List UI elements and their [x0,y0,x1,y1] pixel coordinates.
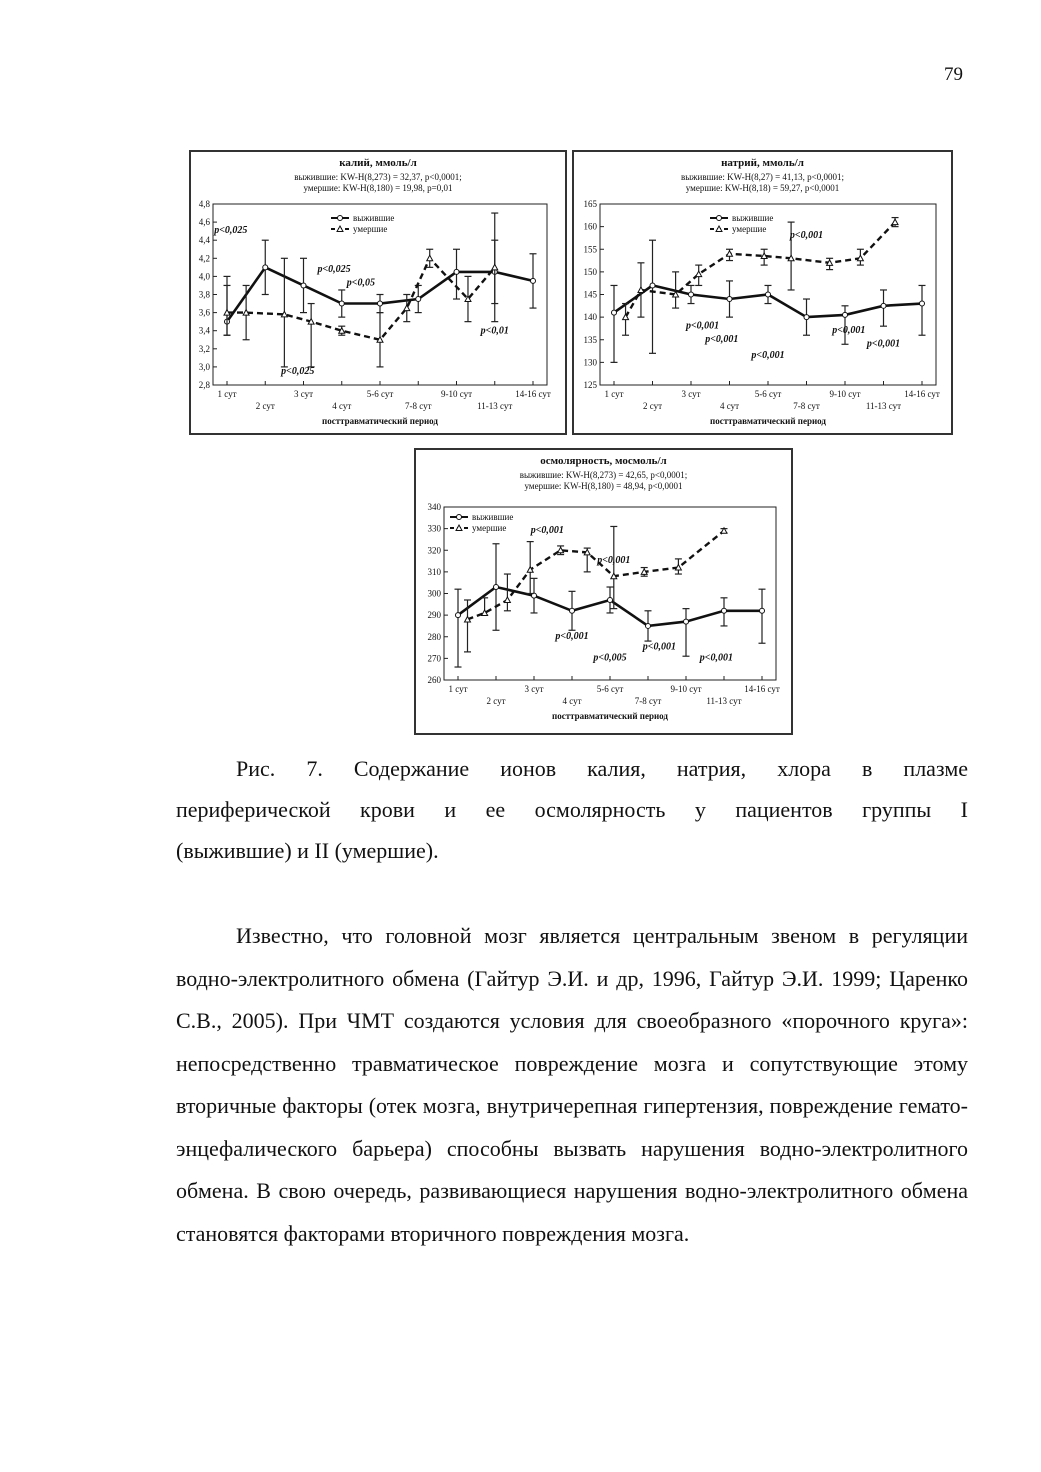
legend-marker [338,216,343,221]
data-point-circle [843,312,848,317]
x-tick-label: 3 сут [293,389,314,399]
y-tick-label: 3,0 [198,361,210,372]
chart-stats-line: выжившие: KW-H(8,273) = 32,37, p<0,0001; [294,172,462,182]
data-point-circle [650,283,655,288]
data-point-circle [531,278,536,283]
y-tick-label: 4,2 [198,253,210,264]
chart-osmolarity [414,448,793,735]
x-tick-label: 5-6 сут [596,684,624,694]
y-tick-label: 320 [427,545,441,556]
y-tick-label: 260 [427,675,441,685]
data-point-triangle [504,597,510,603]
p-value-annotation: p<0,001 [789,229,824,241]
data-point-circle [920,301,925,306]
data-point-circle [570,608,575,613]
chart-stats-line: выжившие: KW-H(8,273) = 42,65, p<0,0001; [519,470,688,480]
y-tick-label: 3,6 [198,307,210,318]
x-tick-label: 7-8 сут [793,401,820,411]
data-point-circle [689,292,694,297]
p-value-annotation: p<0,001 [751,349,785,361]
y-tick-label: 4,0 [198,271,210,282]
page-number: 79 [944,64,963,85]
data-point-circle [684,619,689,624]
x-tick-label: 11-13 сут [865,401,902,411]
caption-line-1: Рис. 7. Содержание ионов калия, натрия, хлора в плазме [236,756,968,781]
chart-stats-line: умершие: KW-H(8,180) = 48,94, p<0,0001 [524,481,683,491]
x-tick-label: 4 сут [562,696,582,706]
x-tick-label: 14-16 сут [744,684,780,694]
x-tick-label: 1 сут [217,389,237,399]
y-tick-label: 150 [583,266,597,277]
p-value-annotation: p<0,025 [214,224,248,236]
chart-title: осмолярность, мосмоль/л [540,455,667,467]
y-tick-label: 125 [583,380,597,390]
chart-potassium-svg [191,152,565,433]
data-point-circle [454,269,459,274]
p-value-annotation: p<0,001 [705,334,739,346]
legend-label: выжившие [472,512,514,522]
data-point-circle [722,608,727,613]
x-tick-label: 7-8 сут [404,401,432,411]
data-point-circle [760,608,765,613]
legend-label: выжившие [353,213,395,223]
y-tick-label: 2,8 [198,380,210,390]
data-point-circle [608,597,613,602]
x-tick-label: 9-10 сут [440,389,473,399]
caption-line-2: периферической крови и ее осмолярность у пациентов группы I [176,797,968,822]
data-point-triangle [892,219,898,225]
data-point-circle [263,265,268,270]
data-point-circle [727,297,732,302]
x-tick-label: 4 сут [719,401,740,411]
y-tick-label: 3,2 [198,343,210,354]
legend-label: умершие [472,523,507,533]
legend-marker [456,525,462,531]
data-point-circle [456,613,461,618]
x-tick-label: 9-10 сут [829,389,861,399]
x-tick-label: 14-16 сут [515,389,551,399]
data-point-circle [612,310,617,315]
x-tick-label: 4 сут [332,401,352,411]
chart-osmolarity-svg [416,450,791,733]
x-tick-label: 11-13 сут [477,401,513,411]
data-point-circle [416,297,421,302]
y-tick-label: 280 [427,631,441,642]
chart-potassium [189,150,567,435]
data-point-triangle [696,271,702,277]
x-tick-label: 7-8 сут [634,696,662,706]
legend-marker [716,226,722,232]
x-tick-label: 5-6 сут [366,389,394,399]
p-value-annotation: p<0,025 [281,366,315,378]
data-point-circle [804,315,809,320]
legend-label: умершие [353,224,388,234]
chart-title: калий, ммоль/л [339,157,417,169]
p-value-annotation: p<0,01 [480,325,509,337]
y-tick-label: 270 [427,653,441,664]
data-point-circle [646,623,651,628]
y-tick-label: 130 [583,357,597,368]
chart-stats-line: выжившие: KW-H(8,27) = 41,13, p<0,0001; [681,172,844,182]
y-tick-label: 135 [583,334,597,345]
data-point-circle [881,303,886,308]
y-tick-label: 145 [583,289,597,300]
y-tick-label: 290 [427,610,441,621]
x-tick-label: 2 сут [486,696,506,706]
chart-sodium [572,150,953,435]
y-tick-label: 4,4 [198,235,210,246]
x-tick-label: 1 сут [448,684,468,694]
p-value-annotation: p<0,001 [699,652,734,664]
series-line-died [468,531,725,620]
x-tick-label: 5-6 сут [754,389,782,399]
y-tick-label: 4,8 [198,199,210,209]
chart-title: натрий, ммоль/л [721,157,804,169]
x-tick-label: 9-10 сут [670,684,702,694]
p-value-annotation: p<0,001 [866,338,901,350]
p-value-annotation: p<0,001 [530,524,564,536]
legend-marker [337,226,343,232]
x-tick-label: 1 сут [604,389,624,399]
data-point-circle [339,301,344,306]
legend-label: выжившие [732,213,774,223]
x-tick-label: 2 сут [642,401,663,411]
body-paragraph: Известно, что головной мозг является центральным звеном в регуляции водно-электролитного обмена (Гайтур Э.И. и др, 1996, Гайтур Э.И. 1999; Царенко С.В., 2005). При ЧМТ создаются условия для своеобразного «порочного круга»: непосредственно травматическое повреждение мозга и сопутствующие этому вторичные факторы (отек мозга, внутричерепная гипертензия, повреждение гемато-энцефалического барьера) способны вызвать нарушения водно-электролитного обмена. В свою очередь, развивающиеся нарушения водно-электролитного обмена становятся факторами вторичного повреждения мозга. [176,923,968,1246]
p-value-annotation: p<0,001 [642,641,677,653]
chart-stats-line: умершие: KW-H(8,180) = 19,98, p=0,01 [303,183,453,193]
chart-sodium-svg [574,152,951,433]
y-tick-label: 330 [427,523,441,534]
p-value-annotation: p<0,001 [555,630,589,642]
data-point-circle [301,283,306,288]
y-tick-label: 3,8 [198,289,210,300]
y-tick-label: 340 [427,502,441,512]
legend-marker [457,515,462,520]
legend-label: умершие [732,224,767,234]
series-line-died [626,222,896,317]
legend-marker [717,216,722,221]
y-tick-label: 4,6 [198,217,210,228]
x-tick-label: 14-16 сут [904,389,940,399]
y-tick-label: 310 [427,566,441,577]
y-tick-label: 3,4 [198,325,210,336]
y-tick-label: 140 [583,312,597,323]
data-point-triangle [492,264,498,270]
x-tick-label: 2 сут [255,401,275,411]
p-value-annotation: p<0,001 [597,555,631,567]
y-tick-label: 165 [583,199,597,209]
p-value-annotation: p<0,05 [346,277,375,289]
p-value-annotation: p<0,001 [685,320,720,332]
data-point-triangle [427,255,433,260]
data-point-circle [766,292,771,297]
x-axis-label: посттравматический период [552,711,668,721]
y-tick-label: 160 [583,221,597,232]
data-point-circle [494,585,499,590]
x-tick-label: 3 сут [524,684,544,694]
x-axis-label: посттравматический период [710,416,826,426]
data-point-circle [378,301,383,306]
x-tick-label: 11-13 сут [706,696,742,706]
y-tick-label: 300 [427,588,441,599]
figure-caption [176,748,968,871]
p-value-annotation: p<0,025 [317,263,351,275]
chart-stats-line: умершие: KW-H(8,18) = 59,27, p<0,0001 [685,183,840,193]
caption-line-3: (выжившие) и II (умершие). [176,838,439,863]
p-value-annotation: p<0,001 [832,324,866,336]
p-value-annotation: p<0,005 [593,652,627,664]
x-axis-label: посттравматический период [322,416,438,426]
y-tick-label: 155 [583,244,597,255]
x-tick-label: 3 сут [681,389,701,399]
